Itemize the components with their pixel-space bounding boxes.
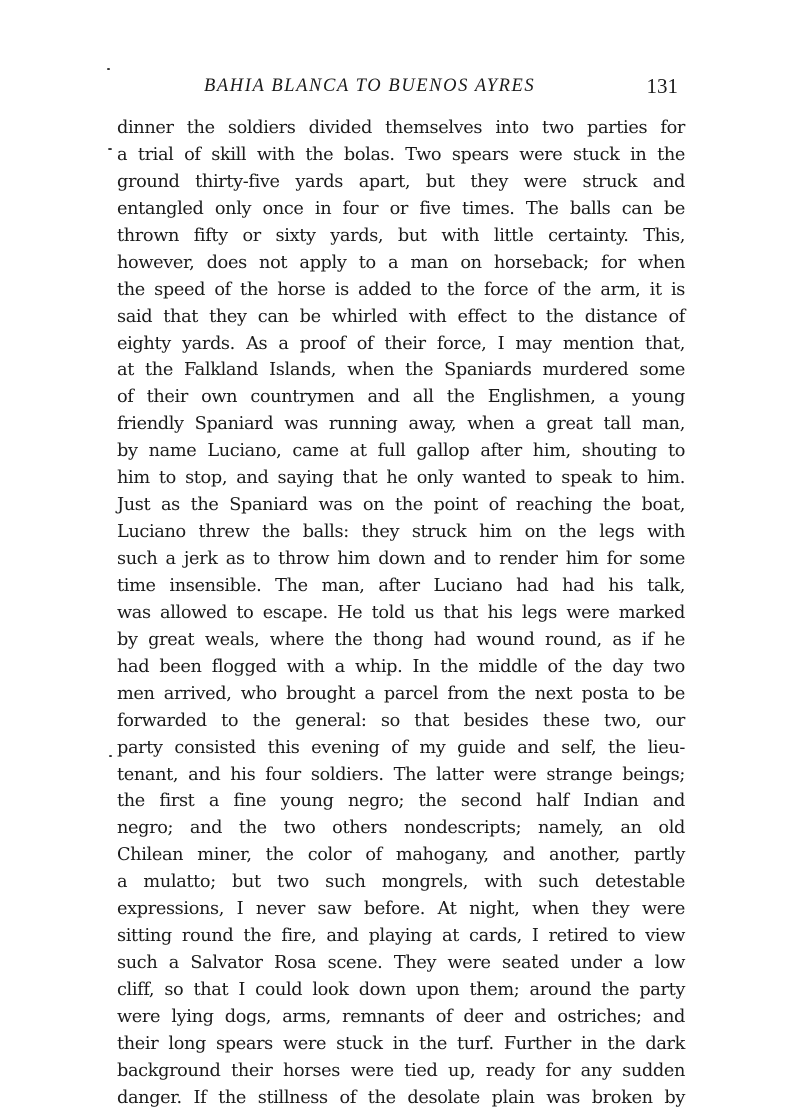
page-number: 131: [646, 74, 678, 98]
body-text: [117, 115, 685, 1112]
text-line: thrown fifty or sixty yards, but with little certainty. This,: [117, 225, 685, 246]
text-line: eighty yards. As a proof of their force, I may mention that,: [117, 333, 685, 354]
text-line: dinner the soldiers divided themselves into two parties for: [117, 118, 685, 138]
text-line: a trial of skill with the bolas. Two spears were stuck in the: [117, 144, 685, 165]
print-speck: [107, 68, 110, 70]
text-line: the speed of the horse is added to the force of the arm, it is: [117, 279, 685, 300]
text-line: men arrived, who brought a parcel from the next posta to be: [117, 683, 685, 704]
text-line: Luciano threw the balls: they struck him on the legs with: [117, 522, 685, 543]
text-line: were lying dogs, arms, remnants of deer and ostriches; and: [117, 1006, 685, 1027]
text-line: such a Salvator Rosa scene. They were seated under a low: [117, 953, 685, 974]
text-line: ground thirty-five yards apart, but they were struck and: [117, 171, 685, 192]
text-line: friendly Spaniard was running away, when a great tall man,: [117, 414, 685, 435]
text-line: Chilean miner, the color of mahogany, and another, partly: [117, 845, 685, 866]
text-line: by name Luciano, came at full gallop after him, shouting to: [117, 441, 685, 462]
text-line: said that they can be whirled with effect to the distance of: [117, 306, 685, 327]
text-line: cliff, so that I could look down upon them; around the party: [117, 980, 685, 1000]
text-line: party consisted this evening of my guide and self, the lieu-: [117, 737, 685, 758]
text-line: sitting round the fire, and playing at cards, I retired to view: [117, 926, 685, 947]
text-line: danger. If the stillness of the desolate plain was broken by: [117, 1087, 685, 1108]
text-line: him to stop, and saying that he only wanted to speak to him.: [117, 468, 685, 489]
text-line: Just as the Spaniard was on the point of reaching the boat,: [117, 495, 685, 516]
text-line: such a jerk as to throw him down and to render him for some: [117, 549, 685, 569]
text-line: was allowed to escape. He told us that his legs were marked: [117, 602, 685, 623]
text-line: background their horses were tied up, ready for any sudden: [117, 1060, 685, 1081]
print-speck: [108, 148, 112, 150]
text-line: had been flogged with a whip. In the middle of the day two: [117, 656, 685, 677]
text-line: at the Falkland Islands, when the Spaniards murdered some: [117, 360, 685, 381]
text-line: however, does not apply to a man on horseback; for when: [117, 252, 685, 273]
text-line: by great weals, where the thong had wound round, as if he: [117, 629, 685, 650]
text-line: forwarded to the general: so that besides these two, our: [117, 710, 685, 731]
page-header: [112, 74, 680, 102]
text-line: tenant, and his four soldiers. The latter were strange beings;: [117, 764, 685, 785]
print-speck: [109, 755, 112, 757]
text-line: the first a fine young negro; the second half Indian and: [117, 791, 685, 812]
text-line: time insensible. The man, after Luciano had had his talk,: [117, 575, 685, 596]
text-line: negro; and the two others nondescripts; namely, an old: [117, 818, 685, 839]
text-line: a mulatto; but two such mongrels, with such detestable: [117, 872, 685, 893]
text-line: their long spears were stuck in the turf. Further in the dark: [117, 1033, 685, 1054]
running-title: BAHIA BLANCA TO BUENOS AYRES: [204, 76, 536, 96]
text-line: expressions, I never saw before. At night, when they were: [117, 899, 685, 920]
text-line: of their own countrymen and all the Englishmen, a young: [117, 387, 685, 408]
text-line: entangled only once in four or five times. The balls can be: [117, 198, 685, 219]
